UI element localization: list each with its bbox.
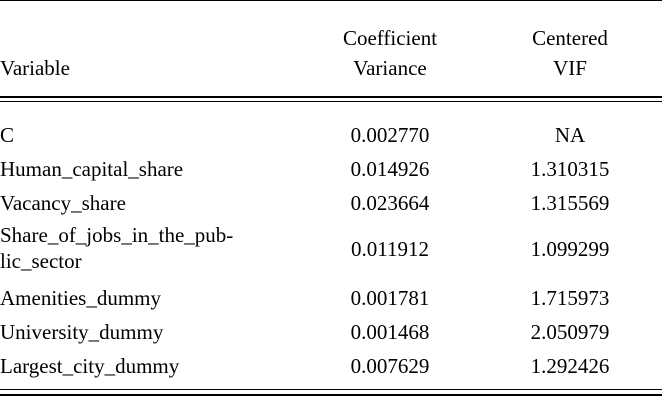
row-centered-vif: 2.050979 bbox=[530, 320, 610, 344]
top-rule bbox=[0, 0, 662, 1]
row-coef-variance: 0.014926 bbox=[350, 157, 430, 181]
row-variable-line2: lic_sector bbox=[0, 249, 82, 273]
header-centered-vif-line2: VIF bbox=[553, 56, 587, 80]
row-centered-vif: 1.099299 bbox=[530, 237, 610, 261]
row-coef-variance: 0.007629 bbox=[350, 354, 430, 378]
row-centered-vif: NA bbox=[554, 123, 586, 147]
row-coef-variance: 0.023664 bbox=[350, 191, 430, 215]
row-variable: Human_capital_share bbox=[0, 157, 184, 181]
bottom-rule-top bbox=[0, 389, 662, 390]
row-variable: Vacancy_share bbox=[0, 191, 126, 215]
row-coef-variance: 0.011912 bbox=[351, 237, 429, 261]
row-variable: C bbox=[0, 123, 15, 147]
bottom-rule-bottom bbox=[0, 394, 662, 396]
header-coef-variance-line1: Coefficient bbox=[342, 26, 438, 50]
row-centered-vif: 1.315569 bbox=[530, 191, 610, 215]
row-centered-vif: 1.292426 bbox=[530, 354, 610, 378]
header-rule-bottom bbox=[0, 101, 662, 102]
row-coef-variance: 0.002770 bbox=[350, 123, 430, 147]
row-coef-variance: 0.001781 bbox=[350, 286, 430, 310]
header-coef-variance-line2: Variance bbox=[353, 56, 427, 80]
row-coef-variance: 0.001468 bbox=[350, 320, 430, 344]
header-variable: Variable bbox=[0, 56, 70, 80]
row-variable: Amenities_dummy bbox=[0, 286, 161, 310]
row-centered-vif: 1.715973 bbox=[530, 286, 610, 310]
row-variable: University_dummy bbox=[0, 320, 164, 344]
row-centered-vif: 1.310315 bbox=[530, 157, 610, 181]
row-variable-line1: Share_of_jobs_in_the_pub- bbox=[0, 223, 234, 247]
header-rule-top bbox=[0, 96, 662, 98]
header-centered-vif-line1: Centered bbox=[532, 26, 608, 50]
row-variable: Largest_city_dummy bbox=[0, 354, 180, 378]
